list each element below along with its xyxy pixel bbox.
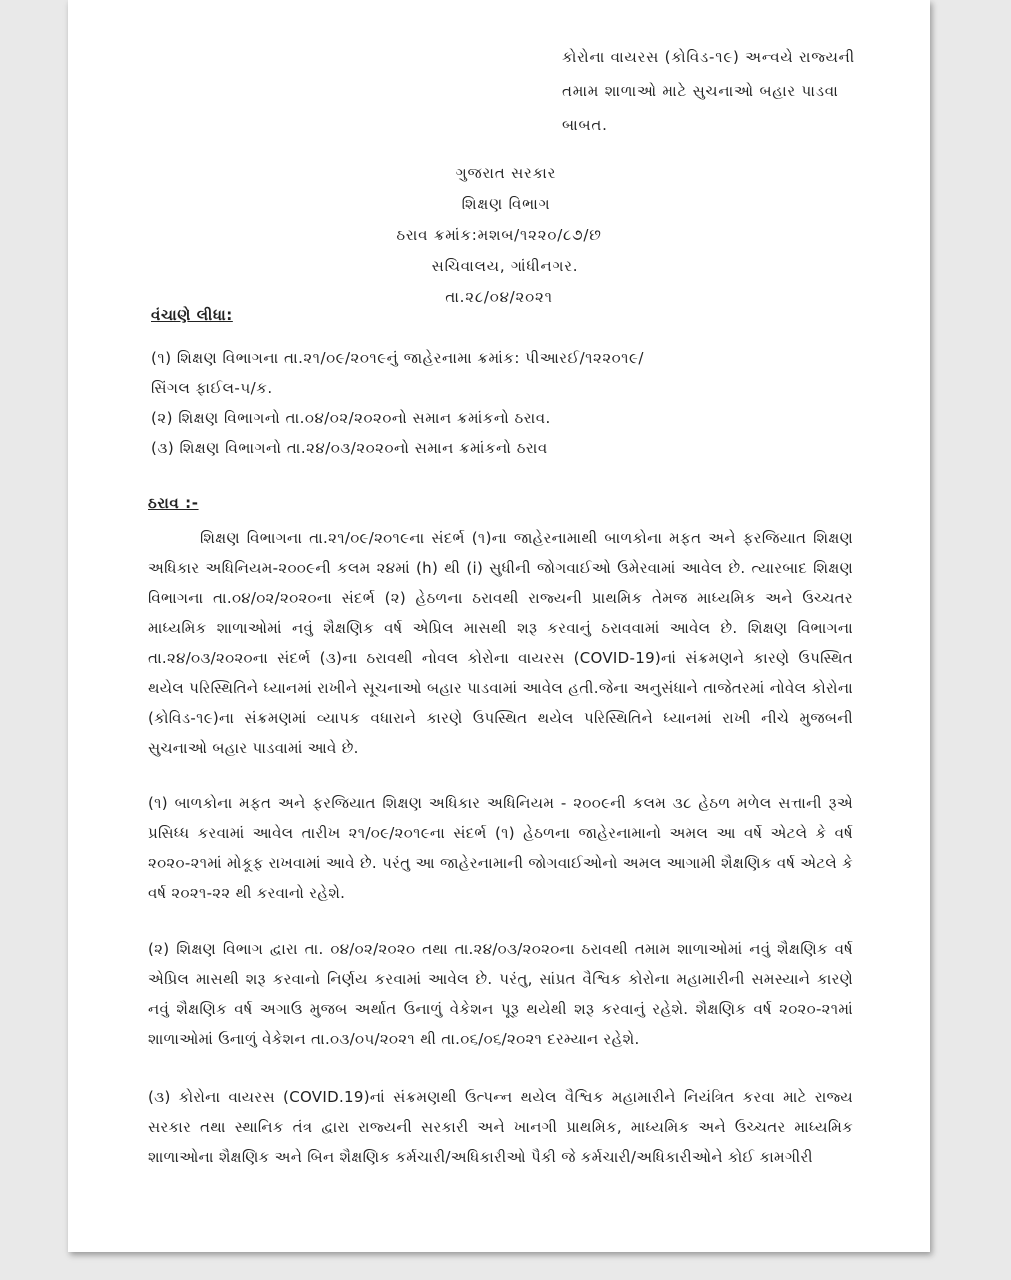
- date: તા.૨૮/૦૪/૨૦૨૧: [445, 288, 553, 306]
- resolution-intro: શિક્ષણ વિભાગના તા.૨૧/૦૯/૨૦૧૯ના સંદર્ભ (૧)ના જાહેરનામાથી બાળકોના મફત અને ફરજિયાત શિક્ષણ અધિકાર અધિનિયમ-૨૦૦૯ની કલમ ૨૪માં (h) થી (i) સુધીની જોગવાઈઓ ઉમેરવામાં આવેલ છે. ત્યારબાદ શિક્ષણ વિભાગના તા.૦૪/૦૨/૨૦૨૦ના સંદર્ભ (૨) હેઠળના ઠરાવથી રાજ્યની પ્રાથમિક તેમજ માધ્યમિક અને ઉચ્ચતર માધ્યમિક શાળાઓમાં નવું શૈક્ષણિક વર્ષ એપ્રિલ માસથી શરૂ કરવાનું ઠરાવવામાં આવેલ છે. શિક્ષણ વિભાગના તા.૨૪/૦૩/૨૦૨૦ના સંદર્ભ (૩)ના ઠરાવથી નોવલ કોરોના વાયરસ (COVID-19)નાં સંક્રમણને કારણે ઉપસ્થિત થયેલ પરિસ્થિતિને ધ્યાનમાં રાખીને સૂચનાઓ બહાર પાડવામાં આવેલ હતી.જેના અનુસંધાને તાજેતરમાં નોવેલ કોરોના (કોવિડ-૧૯)ના સંક્રમણમાં વ્યાપક વધારાને કારણે ઉપસ્થિત થયેલ પરિસ્થિતિને ધ્યાનમાં રાખી નીચે મુજબની સુચનાઓ બહાર પાડવામાં આવે છે.: [148, 529, 853, 757]
- department-name: શિક્ષણ વિભાગ: [461, 195, 551, 213]
- subject-line: કોરોના વાયરસ (કોવિડ-૧૯) અન્વયે રાજ્યની: [562, 48, 855, 66]
- resolution-number: ઠરાવ ક્રમાંક:મશબ/૧૨૨૦/૮૭/છ: [396, 226, 602, 244]
- subject-block: [562, 40, 902, 142]
- reference-item: (૧) શિક્ષણ વિભાગના તા.૨૧/૦૯/૨૦૧૯નું જાહેરનામા ક્રમાંક: પીઆરઈ/૧૨૨૦૧૯/: [151, 349, 644, 367]
- reference-item: (૩) શિક્ષણ વિભાગનો તા.૨૪/૦૩/૨૦૨૦નો સમાન ક્રમાંકનો ઠરાવ: [151, 439, 548, 457]
- resolution-heading: ઠરાવ :-: [148, 494, 199, 512]
- references-list: [151, 343, 891, 463]
- issuer-block: [68, 158, 930, 313]
- resolution-point-2: (૨) શિક્ષણ વિભાગ દ્વારા તા. ૦૪/૦૨/૨૦૨૦ તથા તા.૨૪/૦૩/૨૦૨૦ના ઠરાવથી તમામ શાળાઓમાં નવું શૈક્ષણિક વર્ષ એપ્રિલ માસથી શરૂ કરવાનો નિર્ણય કરવામાં આવેલ છે. પરંતુ, સાંપ્રત વૈશ્વિક કોરોના મહામારીની સમસ્યાને કારણે નવું શૈક્ષણિક વર્ષ અગાઉ મુજબ અર્થાત ઉનાળું વેકેશન પૂરૂ થયેથી શરૂ કરવાનું રહેશે. શૈક્ષણિક વર્ષ ૨૦૨૦-૨૧માં શાળાઓમાં ઉનાળું વેકેશન તા.૦૩/૦૫/૨૦૨૧ થી તા.૦૬/૦૬/૨૦૨૧ દરમ્યાન રહેશે.: [148, 940, 853, 1048]
- document-page: [68, 0, 930, 1252]
- subject-line: તમામ શાળાઓ માટે સુચનાઓ બહાર પાડવા: [562, 82, 839, 100]
- resolution-point-1: (૧) બાળકોના મફત અને ફરજિયાત શિક્ષણ અધિકાર અધિનિયમ - ૨૦૦૯ની કલમ ૩૮ હેઠળ મળેલ સત્તાની રૂએ પ્રસિધ્ધ કરવામાં આવેલ તારીખ ૨૧/૦૯/૨૦૧૯ના સંદર્ભ (૧) હેઠળના જાહેરનામાનો અમલ આ વર્ષે એટલે કે વર્ષ ૨૦૨૦-૨૧માં મોકૂફ રાખવામાં આવે છે. પરંતુ આ જાહેરનામાની જોગવાઈઓનો અમલ આગામી શૈક્ષણિક વર્ષ એટલે કે વર્ષ ૨૦૨૧-૨૨ થી કરવાનો રહેશે.: [148, 794, 853, 902]
- resolution-point-3: (૩) કોરોના વાયરસ (COVID.19)નાં સંક્રમણથી ઉત્પન્ન થયેલ વૈશ્વિક મહામારીને નિયંત્રિત કરવા માટે રાજ્ય સરકાર તથા સ્થાનિક તંત્ર દ્વારા રાજ્યની સરકારી અને ખાનગી પ્રાથમિક, માધ્યમિક અને ઉચ્ચતર માધ્યમિક શાળાઓના શૈક્ષણિક અને બિન શૈક્ષણિક કર્મચારી/અધિકારીઓ પૈકી જે કર્મચારી/અધિકારીઓને કોઈ કામગીરી: [148, 1088, 853, 1166]
- reference-item: (૨) શિક્ષણ વિભાગનો તા.૦૪/૦૨/૨૦૨૦નો સમાન ક્રમાંકનો ઠરાવ.: [151, 409, 551, 427]
- government-name: ગુજરાત સરકાર: [455, 164, 557, 182]
- place: સચિવાલય, ગાંધીનગર.: [431, 257, 579, 275]
- references-heading: વંચાણે લીધા:: [151, 306, 233, 324]
- subject-line: બાબત.: [562, 116, 608, 134]
- reference-item: સિંગલ ફાઈલ-૫/ક.: [151, 379, 273, 397]
